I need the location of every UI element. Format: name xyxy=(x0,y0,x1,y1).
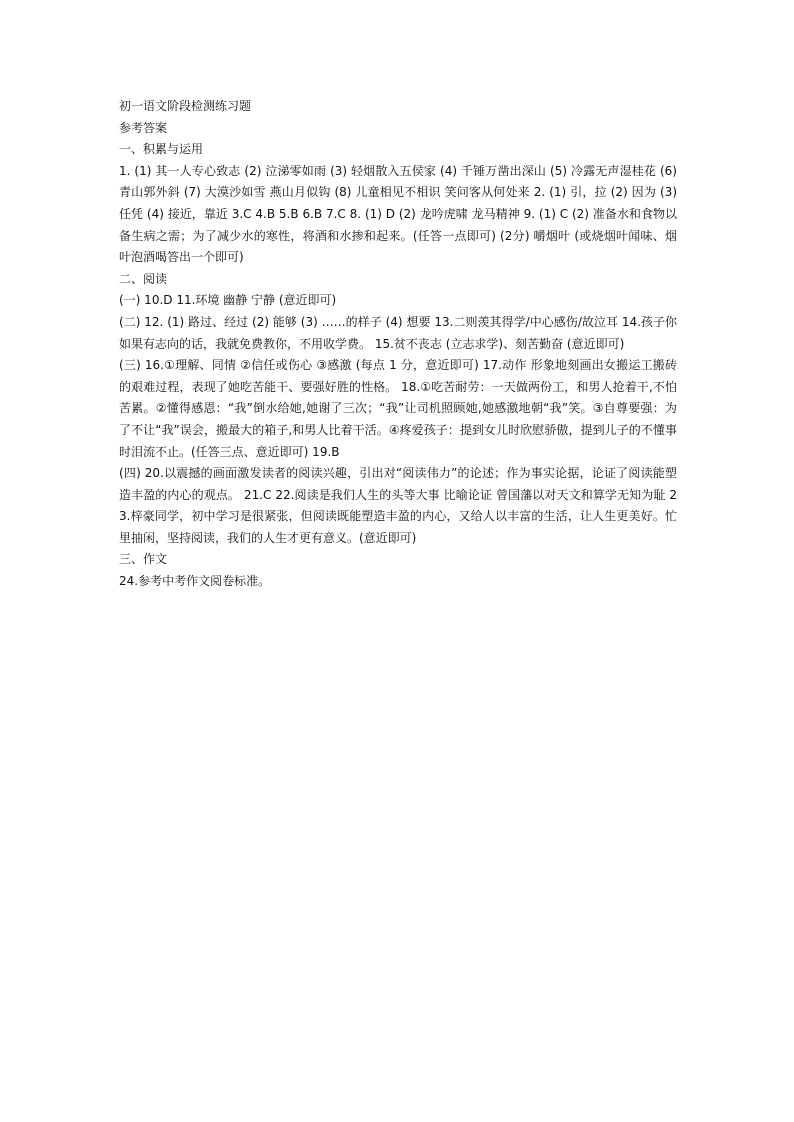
reading-part-3-answers: (三) 16.①理解、同情 ②信任或伤心 ③感激 (每点 1 分，意近即可) 17.动作 形象地刻画出女搬运工搬砖的艰难过程，表现了她吃苦能干、要强好胜的性格。 18.①吃苦耐劳：一天做两份工，和男人抢着干,不怕苦累。②懂得感恩：“我”倒水给她,她谢了三次；“我”让司机照顾她,她感激地朝“我”笑。③自尊要强：为了不让“我”误会，搬最大的箱子,和男人比着干活。④疼爱孩子：提到女儿时欣慰骄傲，提到儿子的不懂事时泪流不止。(任答三点、意近即可) 19.B xyxy=(119,358,677,459)
section-heading-reading: 二、阅读 xyxy=(119,271,168,286)
answers-heading: 参考答案 xyxy=(119,120,168,135)
section-heading-composition: 三、作文 xyxy=(119,552,168,567)
composition-answer: 24.参考中考作文阅卷标准。 xyxy=(119,574,271,589)
reading-part-4-answers: (四) 20.以震撼的画面激发读者的阅读兴趣，引出对“阅读伟力”的论述；作为事实论据，论证了阅读能塑造丰盈的内心的观点。 21.C 22.阅读是我们人生的头等大事 比喻论证 曾国藩以对天文和算学无知为耻 23.梓豪同学，初中学习是很紧张，但阅读既能塑造丰盈的内心，又给人以丰富的生活，让人生更美好。忙里抽闲，坚持阅读，我们的人生才更有意义。(意近即可) xyxy=(119,466,677,545)
section-heading-accumulation: 一、积累与运用 xyxy=(119,142,204,157)
reading-part-2-answers: (二) 12. (1) 路过、经过 (2) 能够 (3) ……的样子 (4) 想要 13.二则羡其得学/中心感伤/故泣耳 14.孩子你如果有志向的话，我就免费教你，不用收学费。 15.贫不丧志 (立志求学)、刻苦勤奋 (意近即可) xyxy=(119,314,677,351)
reading-part-1-answers: (一) 10.D 11.环境 幽静 宁静 (意近即可) xyxy=(119,293,337,308)
document-title: 初一语文阶段检测练习题 xyxy=(119,99,252,113)
answer-sheet xyxy=(119,96,677,593)
accumulation-answers: 1. (1) 其一人专心致志 (2) 泣涕零如雨 (3) 轻烟散入五侯家 (4) 千锤万凿出深山 (5) 冷露无声湿桂花 (6) 青山郭外斜 (7) 大漠沙如雪 燕山月似钩 (8) 儿童相见不相识 笑问客从何处来 2. (1) 引，拉 (2) 因为 (3) 任凭 (4) 接近，靠近 3.C 4.B 5.B 6.B 7.C 8. (1) D (2) 龙吟虎啸 龙马精神 9. (1) C (2) 准备水和食物以备生病之需；为了减少水的寒性，将酒和水掺和起来。(任答一点即可) (2分) 嚼烟叶 (或烧烟叶闻味、烟叶泡酒喝答出一个即可) xyxy=(119,163,677,265)
